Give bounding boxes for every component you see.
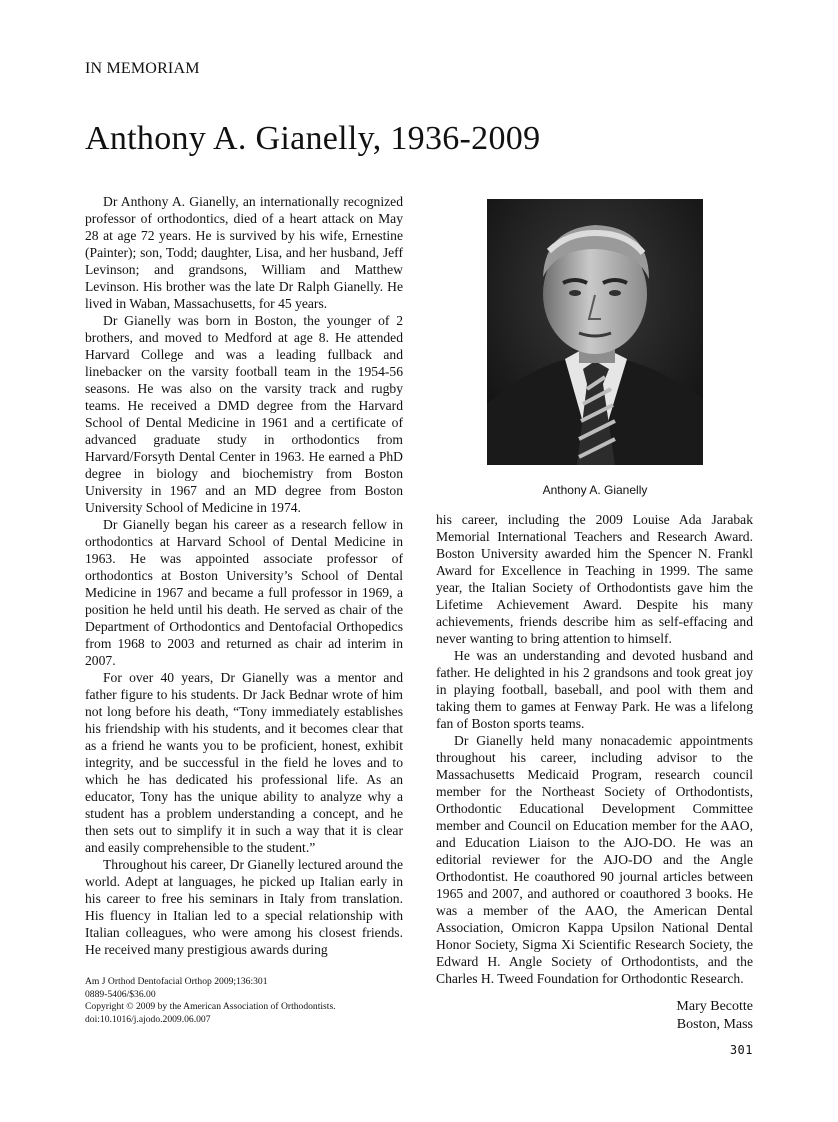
paragraph: Dr Gianelly was born in Boston, the younger of 2 brothers, and moved to Medford at age 8. He attended Harvard College and was a leading fullback and linebacker on the varsity football team in the 1954-56 seasons. He was also on the varsity track and rugby teams. He received a DMD degree from the Harvard School of Dental Medicine in 1961 and a certificate of advanced graduate study in orthodontics from Harvard/Forsyth Dental Center in 1963. He earned a PhD degree in biology and biochemistry from Boston University in 1967 and an MD degree from Boston University School of Medicine in 1974. [85,313,403,515]
page-number: 301 [729,1043,753,1057]
paragraph: Throughout his career, Dr Gianelly lectured around the world. Adept at languages, he picked up Italian early in his career to free his seminars in Italy from translation. His fluency in Italian led to a special relationship with Italian colleagues, who were among his closest friends. He received many prestigious awards during [85,857,403,957]
body-column-left [85,193,403,958]
paragraph: For over 40 years, Dr Gianelly was a mentor and father figure to his students. Dr Jack Bednar wrote of him not long before his death, “Tony immediately establishes his friendship with his students, and it becomes clear that as a friend he wants you to be proficient, honest, exhibit integrity, and be successful in the field he loves and to which he has dedicated his professional life. As an educator, Tony has the unique ability to analyze why a student has a problem understanding a concept, and he then sets out to simplify it in such a way that it is clear and easily comprehensible to the student.” [85,670,403,855]
section-label: IN MEMORIAM [85,60,200,77]
copyright: Copyright © 2009 by the American Association of Orthodontists. [85,1001,336,1012]
paragraph: his career, including the 2009 Louise Ada Jarabak Memorial International Teachers and Research Award. Boston University awarded him the Spencer N. Frankl Award for Excellence in Teaching in 1999. The same year, the Italian Society of Orthodontists gave him the Lifetime Achievement Award. Despite his many achievements, friends describe him as self-effacing and never wanting to bring attention to himself. [436,512,753,646]
body-column-right [436,511,753,987]
paragraph: He was an understanding and devoted husband and father. He delighted in his 2 grandsons and took great joy in playing football, baseball, and pool with them and taking them to games at Fenway Park. He was a lifelong fan of Boston sports teams. [436,648,753,731]
doi: doi:10.1016/j.ajodo.2009.06.007 [85,1013,211,1025]
paragraph: Dr Gianelly began his career as a research fellow in orthodontics at Harvard School of Dental Medicine in 1963. He was appointed associate professor of orthodontics at Boston University’s School of Dental Medicine in 1967 and became a full professor in 1969, a position he held until his death. He served as chair of the Department of Orthodontics and Dentofacial Orthopedics from 1968 to 2003 and returned as chair ad interim in 2007. [85,517,403,668]
author-name: Mary Becotte [676,999,753,1014]
citation-footer [85,976,336,1026]
portrait-illustration [487,199,703,465]
author-signature [676,998,753,1034]
author-location: Boston, Mass [676,1017,753,1032]
paragraph: Dr Anthony A. Gianelly, an internationally recognized professor of orthodontics, died of a heart attack on May 28 at age 72 years. He is survived by his wife, Ernestine (Painter); son, Todd; daughter, Lisa, and her husband, Jeff Levinson; and grandsons, William and Matthew Levinson. His brother was the late Dr Ralph Gianelly. He lived in Waban, Massachusetts, for 45 years. [85,194,403,311]
photo-caption: Anthony A. Gianelly [542,483,648,497]
paragraph: Dr Gianelly held many nonacademic appointments throughout his career, including advisor to the Massachusetts Medicaid Program, research council member for the Northeast Society of Orthodontists, Orthodontic Educational Development Committee member and Council on Education member for the AAO, and Education Liaison to the AJO-DO. He was an editorial reviewer for the AJO-DO and the Angle Orthodontist. He coauthored 90 journal articles between 1965 and 2007, and authored or coauthored 3 books. He was a member of the AAO, the American Dental Association, Omicron Kappa Upsilon National Dental Honor Society, Sigma Xi Scientific Research Society, the Edward H. Angle Society of Orthodontists, and the Charles H. Tweed Foundation for Orthodontic Research. [436,733,753,986]
portrait-photo [487,199,703,465]
citation: Am J Orthod Dentofacial Orthop 2009;136:301 [85,976,268,987]
page-title: Anthony A. Gianelly, 1936-2009 [85,120,541,157]
issn: 0889-5406/$36.00 [85,988,156,1000]
